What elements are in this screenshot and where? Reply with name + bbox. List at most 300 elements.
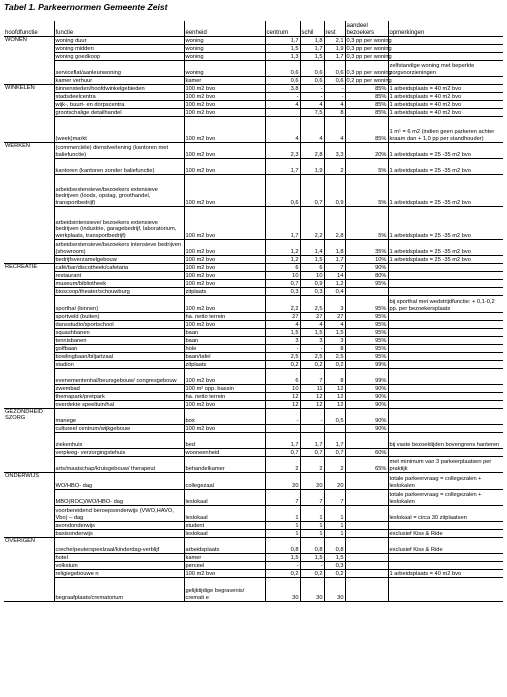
- cell-centrum: 1,3: [265, 53, 300, 61]
- header-rest: rest: [324, 21, 345, 37]
- cell-hoofdfunctie: [4, 93, 54, 101]
- cell-eenheid: 100 m2 bvo: [184, 272, 265, 280]
- cell-eenheid: hole: [184, 345, 265, 353]
- cell-aandeel-bezoekers: [345, 522, 388, 530]
- cell-aandeel-bezoekers: 90%: [345, 393, 388, 401]
- cell-centrum: 3: [265, 337, 300, 345]
- cell-functie: voorbereidend beroepsonderwijs (VWO,HAVO, Vbo) – dag: [54, 506, 184, 522]
- cell-aandeel-bezoekers: [345, 506, 388, 522]
- cell-schil: 2: [300, 457, 324, 473]
- cell-centrum: 1: [265, 522, 300, 530]
- cell-opmerkingen: 1 arbeidsplaats = 40 m2 bvo: [388, 109, 503, 117]
- cell-functie: golfbaan: [54, 345, 184, 353]
- cell-hoofdfunctie: [4, 313, 54, 321]
- cell-eenheid: behandelkamer: [184, 457, 265, 473]
- cell-functie: verpleeg- verzorgingstehuis: [54, 449, 184, 457]
- cell-aandeel-bezoekers: [345, 288, 388, 296]
- cell-eenheid: 100 m2 bvo: [184, 256, 265, 264]
- cell-centrum: 10: [265, 272, 300, 280]
- cell-eenheid: kamer: [184, 77, 265, 85]
- table-row: [4, 280, 503, 288]
- cell-centrum: 4: [265, 117, 300, 143]
- cell-centrum: -: [265, 562, 300, 570]
- table-row: [4, 175, 503, 207]
- cell-rest: 0,8: [324, 538, 345, 554]
- cell-rest: 4: [324, 321, 345, 329]
- cell-schil: 11: [300, 385, 324, 393]
- cell-eenheid: arbeidsplaats: [184, 538, 265, 554]
- cell-rest: 0,6: [324, 77, 345, 85]
- cell-opmerkingen: zelfstandige woning met beperkte zorgvoorzieningen: [388, 61, 503, 77]
- cell-aandeel-bezoekers: 99%: [345, 361, 388, 369]
- cell-rest: 1,5: [324, 329, 345, 337]
- cell-eenheid: box: [184, 409, 265, 425]
- cell-centrum: 0,2: [265, 361, 300, 369]
- cell-hoofdfunctie: RECREATIE: [4, 264, 54, 272]
- cell-opmerkingen: [388, 53, 503, 61]
- cell-opmerkingen: [388, 337, 503, 345]
- cell-eenheid: baan: [184, 329, 265, 337]
- cell-aandeel-bezoekers: [345, 490, 388, 506]
- cell-aandeel-bezoekers: 95%: [345, 313, 388, 321]
- cell-opmerkingen: [388, 385, 503, 393]
- table-row: [4, 578, 503, 602]
- cell-hoofdfunctie: [4, 101, 54, 109]
- table-row: [4, 321, 503, 329]
- header-aandeel-bezoekers: aandeel bezoekers: [345, 21, 388, 37]
- cell-eenheid: zitplaats: [184, 361, 265, 369]
- table-row: [4, 264, 503, 272]
- cell-rest: 0,2: [324, 361, 345, 369]
- table-row: [4, 425, 503, 433]
- cell-schil: 4: [300, 117, 324, 143]
- table-row: [4, 272, 503, 280]
- cell-opmerkingen: [388, 562, 503, 570]
- cell-opmerkingen: [388, 313, 503, 321]
- parking-norms-table: [4, 21, 503, 602]
- cell-schil: 0,2: [300, 570, 324, 578]
- cell-functie: volkstuin: [54, 562, 184, 570]
- cell-schil: 2,8: [300, 143, 324, 159]
- cell-aandeel-bezoekers: 95%: [345, 321, 388, 329]
- cell-opmerkingen: 1 arbeidsplaats = 40 m2 bvo: [388, 85, 503, 93]
- cell-opmerkingen: 1 m¹ = 6 m2 (indien geen parkeren achter kraam dan + 1,0 pp per standhouder): [388, 117, 503, 143]
- cell-eenheid: baan: [184, 337, 265, 345]
- cell-aandeel-bezoekers: [345, 433, 388, 449]
- cell-hoofdfunctie: WONEN: [4, 37, 54, 45]
- cell-centrum: 4: [265, 101, 300, 109]
- cell-eenheid: 100 m2 bvo: [184, 85, 265, 93]
- cell-opmerkingen: [388, 401, 503, 409]
- cell-opmerkingen: 1 arbeidsplaats = 40 m2 bvo: [388, 93, 503, 101]
- cell-schil: 6: [300, 264, 324, 272]
- table-row: [4, 240, 503, 256]
- cell-functie: tennisbanen: [54, 337, 184, 345]
- table-row: [4, 256, 503, 264]
- cell-aandeel-bezoekers: 95%: [345, 296, 388, 313]
- cell-functie: (commerciële) dienstverlening (kantoren met baliefunctie): [54, 143, 184, 159]
- cell-functie: squashbanen: [54, 329, 184, 337]
- cell-aandeel-bezoekers: 5%: [345, 159, 388, 175]
- cell-rest: 1: [324, 522, 345, 530]
- cell-opmerkingen: exclusief Kiss & Ride: [388, 530, 503, 538]
- cell-rest: 0,7: [324, 449, 345, 457]
- cell-hoofdfunctie: [4, 562, 54, 570]
- cell-schil: 10: [300, 272, 324, 280]
- cell-schil: 0,3: [300, 288, 324, 296]
- cell-hoofdfunctie: [4, 53, 54, 61]
- cell-centrum: 2: [265, 457, 300, 473]
- cell-hoofdfunctie: [4, 109, 54, 117]
- cell-schil: 1: [300, 530, 324, 538]
- cell-functie: arts/maatschap/kruisgebouw/ therapeut: [54, 457, 184, 473]
- cell-functie: themapark/pretpark: [54, 393, 184, 401]
- table-row: [4, 401, 503, 409]
- cell-opmerkingen: [388, 578, 503, 602]
- cell-rest: 0,3: [324, 562, 345, 570]
- cell-eenheid: kamer: [184, 554, 265, 562]
- cell-functie: bedrijfsverzamelgebouw: [54, 256, 184, 264]
- cell-schil: 0,6: [300, 61, 324, 77]
- table-row: [4, 570, 503, 578]
- table-row: [4, 449, 503, 457]
- cell-centrum: 1,5: [265, 329, 300, 337]
- cell-hoofdfunctie: [4, 570, 54, 578]
- cell-hoofdfunctie: [4, 329, 54, 337]
- cell-schil: -: [300, 85, 324, 93]
- cell-aandeel-bezoekers: 90%: [345, 401, 388, 409]
- cell-hoofdfunctie: WINKELEN: [4, 85, 54, 93]
- cell-hoofdfunctie: [4, 117, 54, 143]
- cell-rest: 2: [324, 457, 345, 473]
- cell-eenheid: bed: [184, 433, 265, 449]
- cell-rest: 1: [324, 530, 345, 538]
- cell-aandeel-bezoekers: [345, 570, 388, 578]
- cell-rest: 1: [324, 506, 345, 522]
- table-row: [4, 101, 503, 109]
- cell-centrum: [265, 109, 300, 117]
- cell-functie: begraafplaats/crematorium: [54, 578, 184, 602]
- cell-eenheid: 100 m2 bvo: [184, 93, 265, 101]
- cell-hoofdfunctie: OVERIGEN: [4, 538, 54, 554]
- cell-opmerkingen: [388, 353, 503, 361]
- cell-schil: 1: [300, 522, 324, 530]
- table-row: [4, 45, 503, 53]
- cell-eenheid: 100 m2 bvo: [184, 401, 265, 409]
- cell-functie: stadsdeelcentra: [54, 93, 184, 101]
- cell-aandeel-bezoekers: 35%: [345, 240, 388, 256]
- cell-aandeel-bezoekers: 95%: [345, 353, 388, 361]
- cell-schil: 1,7: [300, 45, 324, 53]
- cell-rest: 4: [324, 117, 345, 143]
- cell-hoofdfunctie: GEZONDHEID SZORG: [4, 409, 54, 425]
- table-row: [4, 473, 503, 490]
- cell-functie: evenementenhal/beursgebouw/ congresgebouw: [54, 369, 184, 385]
- table-row: [4, 93, 503, 101]
- cell-eenheid: zitplaats: [184, 288, 265, 296]
- cell-aandeel-bezoekers: 10%: [345, 256, 388, 264]
- cell-rest: 2,1: [324, 37, 345, 45]
- cell-eenheid: collegezaal: [184, 473, 265, 490]
- cell-functie: sportveld (buiten): [54, 313, 184, 321]
- cell-opmerkingen: 1 arbeidsplaats = 25 -35 m2 bvo: [388, 207, 503, 240]
- table-row: [4, 288, 503, 296]
- cell-hoofdfunctie: [4, 345, 54, 353]
- cell-centrum: -: [265, 93, 300, 101]
- cell-hoofdfunctie: [4, 256, 54, 264]
- cell-functie: WO/HBO- dag: [54, 473, 184, 490]
- table-row: [4, 37, 503, 45]
- cell-rest: 1,7: [324, 256, 345, 264]
- cell-rest: 2,8: [324, 207, 345, 240]
- table-row: [4, 385, 503, 393]
- cell-hoofdfunctie: [4, 45, 54, 53]
- cell-hoofdfunctie: [4, 457, 54, 473]
- cell-schil: 1,8: [300, 37, 324, 45]
- table-row: [4, 313, 503, 321]
- cell-rest: 1,9: [324, 45, 345, 53]
- cell-opmerkingen: [388, 522, 503, 530]
- cell-functie: woning midden: [54, 45, 184, 53]
- cell-aandeel-bezoekers: 0,3 pp per woning: [346, 45, 392, 52]
- cell-centrum: 0,7: [265, 280, 300, 288]
- cell-centrum: 1,7: [265, 159, 300, 175]
- cell-schil: 1: [300, 506, 324, 522]
- cell-centrum: 0,6: [265, 61, 300, 77]
- cell-rest: 0,9: [324, 175, 345, 207]
- cell-hoofdfunctie: [4, 554, 54, 562]
- cell-schil: 12: [300, 401, 324, 409]
- header-opmerkingen: opmerkingen: [388, 21, 503, 37]
- cell-centrum: 0,3: [265, 288, 300, 296]
- cell-centrum: 1,7: [265, 207, 300, 240]
- cell-aandeel-bezoekers: 85%: [345, 117, 388, 143]
- cell-rest: 27: [324, 313, 345, 321]
- cell-centrum: 0,6: [265, 175, 300, 207]
- cell-functie: hotel: [54, 554, 184, 562]
- cell-opmerkingen: [388, 345, 503, 353]
- cell-opmerkingen: [388, 264, 503, 272]
- cell-aandeel-bezoekers: 90%: [345, 425, 388, 433]
- cell-opmerkingen: 1 arbeidsplaats = 25 -35 m2 bvo: [388, 240, 503, 256]
- cell-opmerkingen: [388, 554, 503, 562]
- cell-centrum: 12: [265, 393, 300, 401]
- table-row: [4, 369, 503, 385]
- cell-schil: -: [300, 562, 324, 570]
- cell-rest: 8: [324, 109, 345, 117]
- cell-centrum: 0,8: [265, 538, 300, 554]
- cell-aandeel-bezoekers: 65%: [345, 457, 388, 473]
- table-row: [4, 353, 503, 361]
- cell-functie: stadion: [54, 361, 184, 369]
- cell-functie: wijk-, buurt- en dorpscentra: [54, 101, 184, 109]
- cell-functie: woning goedkoop: [54, 53, 184, 61]
- cell-hoofdfunctie: [4, 578, 54, 602]
- cell-rest: 0,2: [324, 570, 345, 578]
- cell-hoofdfunctie: [4, 369, 54, 385]
- cell-functie: bioscoop/theater/schouwburg: [54, 288, 184, 296]
- table-row: [4, 433, 503, 449]
- cell-hoofdfunctie: WERKEN: [4, 143, 54, 159]
- cell-aandeel-bezoekers: [345, 554, 388, 562]
- cell-hoofdfunctie: [4, 490, 54, 506]
- cell-hoofdfunctie: [4, 361, 54, 369]
- cell-rest: 20: [324, 473, 345, 490]
- cell-aandeel-bezoekers: 90%: [345, 264, 388, 272]
- cell-rest: 4: [324, 101, 345, 109]
- cell-hoofdfunctie: [4, 159, 54, 175]
- cell-rest: 1,2: [324, 280, 345, 288]
- cell-aandeel-bezoekers: 90%: [345, 409, 388, 425]
- cell-hoofdfunctie: [4, 296, 54, 313]
- cell-rest: 7: [324, 490, 345, 506]
- cell-schil: 2,5: [300, 353, 324, 361]
- cell-aandeel-bezoekers: 0,3 pp per woning: [346, 37, 392, 44]
- cell-centrum: 3,8: [265, 85, 300, 93]
- cell-aandeel-bezoekers: 85%: [345, 93, 388, 101]
- cell-opmerkingen: [388, 425, 503, 433]
- table-row: [4, 117, 503, 143]
- cell-functie: grootschalige detailhandel: [54, 109, 184, 117]
- cell-rest: 14: [324, 272, 345, 280]
- cell-rest: 1,7: [324, 433, 345, 449]
- cell-centrum: 1: [265, 530, 300, 538]
- cell-eenheid: woning: [184, 45, 265, 53]
- cell-aandeel-bezoekers: 90%: [345, 385, 388, 393]
- cell-rest: 3,3: [324, 143, 345, 159]
- cell-opmerkingen: [388, 409, 503, 425]
- cell-hoofdfunctie: [4, 77, 54, 85]
- cell-functie: serviceflat/aanleunwoning: [54, 61, 184, 77]
- cell-centrum: 10: [265, 385, 300, 393]
- cell-hoofdfunctie: [4, 337, 54, 345]
- cell-centrum: 0,2: [265, 570, 300, 578]
- cell-eenheid: 100 m2 bvo: [184, 143, 265, 159]
- cell-eenheid: 100 m² opp. bassin: [184, 385, 265, 393]
- cell-aandeel-bezoekers: 60%: [345, 449, 388, 457]
- cell-eenheid: 100 m2 bvo: [184, 425, 265, 433]
- cell-hoofdfunctie: [4, 61, 54, 77]
- cell-hoofdfunctie: [4, 393, 54, 401]
- cell-opmerkingen: exclusief Kiss & Ride: [388, 538, 503, 554]
- table-row: [4, 393, 503, 401]
- cell-centrum: 1: [265, 506, 300, 522]
- cell-functie: creche/peuterspeelzaal/kinderdag-verblijf: [54, 538, 184, 554]
- cell-opmerkingen: 1 arbeidsplaats = 40 m2 bvo: [388, 570, 503, 578]
- cell-opmerkingen: bij vaste bezoektijden bovengrens hanteren: [388, 433, 503, 449]
- cell-aandeel-bezoekers: 85%: [345, 85, 388, 93]
- table-row: [4, 337, 503, 345]
- cell-schil: 12: [300, 393, 324, 401]
- cell-rest: 12: [324, 393, 345, 401]
- table-title: Tabel 1. Parkeernormen Gemeente Zeist: [4, 2, 168, 12]
- cell-schil: 2,5: [300, 296, 324, 313]
- cell-opmerkingen: 1 arbeidsplaats = 25 -35 m2 bvo: [388, 159, 503, 175]
- cell-functie: binnensteden/hoofdwinkelgebieden: [54, 85, 184, 93]
- cell-eenheid: 100 m2 bvo: [184, 280, 265, 288]
- cell-schil: 1,5: [300, 329, 324, 337]
- cell-functie: arbeidsextensieve/bezoekers extensieve bedrijven (loods, opslag, groothandel, transportbedrijf): [54, 175, 184, 207]
- cell-hoofdfunctie: [4, 288, 54, 296]
- cell-aandeel-bezoekers: 0,3 pp per woning: [345, 61, 388, 77]
- cell-schil: 27: [300, 313, 324, 321]
- cell-aandeel-bezoekers: 5%: [345, 175, 388, 207]
- cell-functie: religiegebouwe n: [54, 570, 184, 578]
- cell-opmerkingen: totale parkeervraag = collegezalen + leslokalen: [388, 473, 503, 490]
- cell-rest: 3: [324, 337, 345, 345]
- cell-functie: arbeidsextensieve/bezoekers intensieve bedrijven (showroom): [54, 240, 184, 256]
- cell-schil: 1,4: [300, 240, 324, 256]
- cell-eenheid: woning: [184, 37, 265, 45]
- cell-aandeel-bezoekers: 0,3 pp per woning: [346, 53, 392, 60]
- cell-eenheid: ha. netto terrein: [184, 313, 265, 321]
- cell-opmerkingen: [388, 369, 503, 385]
- table-row: [4, 538, 503, 554]
- cell-functie: zwembad: [54, 385, 184, 393]
- cell-centrum: 1,7: [265, 433, 300, 449]
- cell-opmerkingen: leslokaal = circa 30 zitplaatsen: [388, 506, 503, 522]
- table-row: [4, 85, 503, 93]
- cell-aandeel-bezoekers: 0,2 pp per woning: [346, 77, 392, 84]
- cell-eenheid: leslokaal: [184, 490, 265, 506]
- cell-rest: 0,6: [324, 61, 345, 77]
- table-row: [4, 562, 503, 570]
- header-functie: functie: [54, 21, 184, 37]
- cell-functie: kamer verhuur: [54, 77, 184, 85]
- cell-rest: [324, 425, 345, 433]
- cell-functie: restaurant: [54, 272, 184, 280]
- cell-hoofdfunctie: [4, 433, 54, 449]
- cell-schil: 4: [300, 101, 324, 109]
- cell-aandeel-bezoekers: 95%: [345, 337, 388, 345]
- cell-hoofdfunctie: [4, 175, 54, 207]
- table-row: [4, 296, 503, 313]
- cell-centrum: 0,7: [265, 449, 300, 457]
- cell-functie: kantoren (kantoren zonder baliefunctie): [54, 159, 184, 175]
- cell-functie: bowlingbaan/biljartzaal: [54, 353, 184, 361]
- cell-schil: 1,5: [300, 554, 324, 562]
- table-row: [4, 329, 503, 337]
- cell-functie: (week)markt: [54, 117, 184, 143]
- cell-rest: 0,4: [324, 288, 345, 296]
- cell-rest: 12: [324, 385, 345, 393]
- cell-centrum: 4: [265, 321, 300, 329]
- cell-aandeel-bezoekers: [345, 578, 388, 602]
- cell-eenheid: 100 m2 bvo: [184, 296, 265, 313]
- cell-schil: -: [300, 93, 324, 101]
- table-row: [4, 490, 503, 506]
- cell-aandeel-bezoekers: 5%: [345, 207, 388, 240]
- table-row: [4, 109, 503, 117]
- table-row: [4, 53, 503, 61]
- cell-rest: 0,5: [324, 409, 345, 425]
- cell-eenheid: woning: [184, 61, 265, 77]
- table-row: [4, 361, 503, 369]
- cell-hoofdfunctie: [4, 401, 54, 409]
- cell-rest: 12: [324, 401, 345, 409]
- cell-centrum: -: [265, 409, 300, 425]
- cell-hoofdfunctie: [4, 353, 54, 361]
- cell-opmerkingen: 1 arbeidsplaats = 25 -35 m2 bvo: [388, 175, 503, 207]
- cell-eenheid: 100 m2 bvo: [184, 175, 265, 207]
- cell-functie: dansstudio/sportschool: [54, 321, 184, 329]
- cell-centrum: 6: [265, 369, 300, 385]
- cell-hoofdfunctie: [4, 522, 54, 530]
- cell-opmerkingen: [388, 45, 503, 53]
- cell-rest: 8: [324, 345, 345, 353]
- cell-opmerkingen: [388, 272, 503, 280]
- cell-eenheid: 100 m2 bvo: [184, 240, 265, 256]
